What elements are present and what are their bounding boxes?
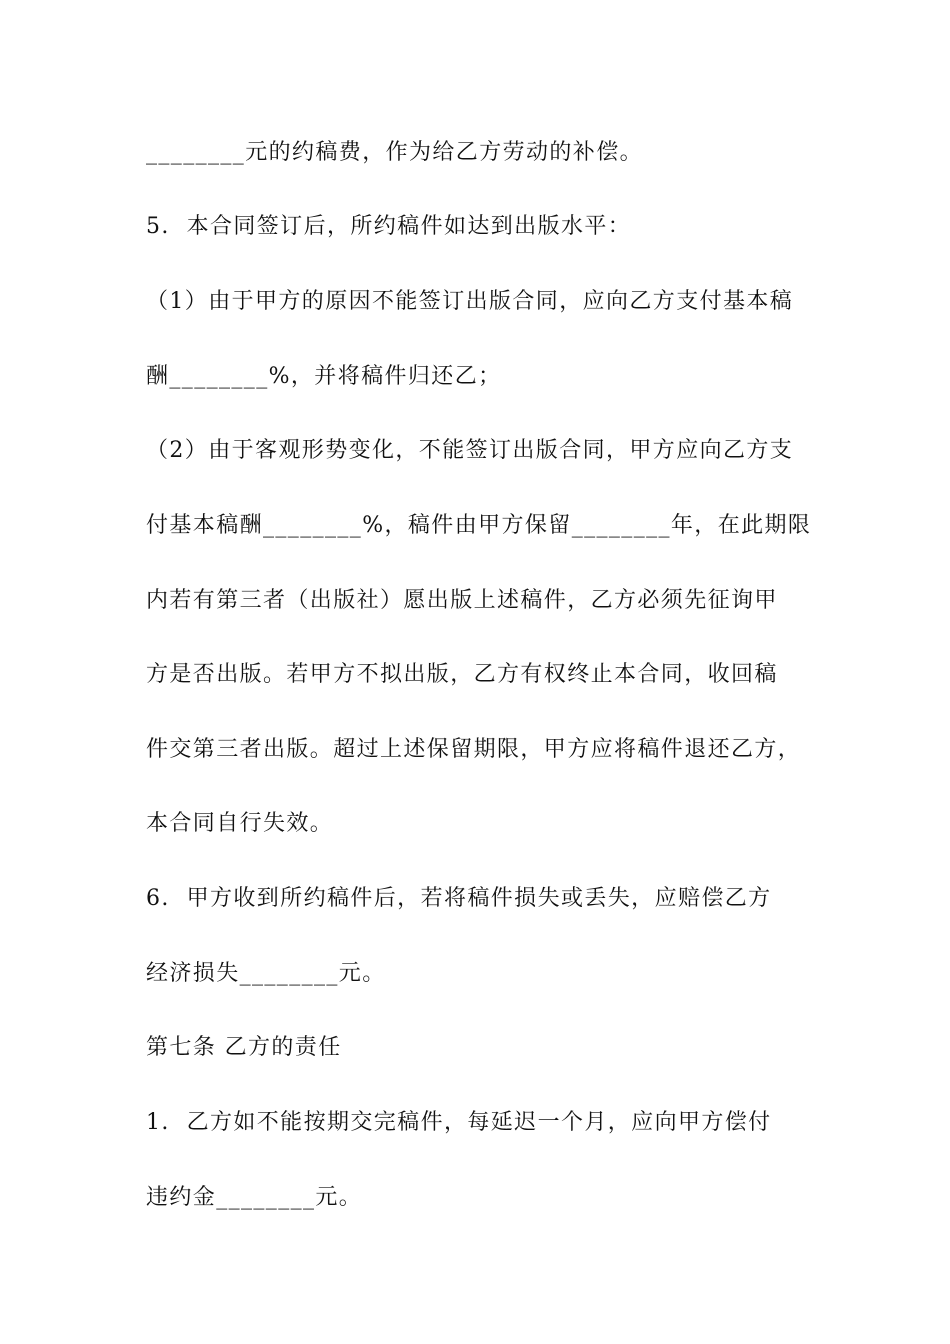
clause-5-heading: 5. 本合同签订后，所约稿件如达到出版水平： (146, 214, 632, 239)
text-line: 方是否出版。若甲方不拟出版，乙方有权终止本合同，收回稿 (146, 662, 778, 687)
text-line: （2）由于客观形势变化，不能签订出版合同，甲方应向乙方支 (146, 438, 794, 463)
article-7-title: 第七条 乙方的责任 (146, 1035, 342, 1060)
clause-6-heading: 6. 甲方收到所约稿件后，若将稿件损失或丢失，应赔偿乙方 (146, 886, 772, 911)
text-line: ________元的约稿费，作为给乙方劳动的补偿。 (146, 140, 644, 165)
text-line: （1）由于甲方的原因不能签订出版合同，应向乙方支付基本稿 (146, 289, 794, 314)
text-line: 内若有第三者（出版社）愿出版上述稿件，乙方必须先征询甲 (146, 588, 778, 613)
text-line: 经济损失________元。 (146, 961, 386, 986)
text-line: 本合同自行失效。 (146, 811, 334, 836)
text-line: 1. 乙方如不能按期交完稿件，每延迟一个月，应向甲方偿付 (146, 1110, 772, 1135)
text-line: 酬________%，并将稿件归还乙； (146, 364, 502, 389)
text-line: 件交第三者出版。超过上述保留期限，甲方应将稿件退还乙方， (146, 737, 802, 762)
text-line: 付基本稿酬________%，稿件由甲方保留________年，在此期限 (146, 513, 812, 538)
text-line: 违约金________元。 (146, 1185, 363, 1210)
